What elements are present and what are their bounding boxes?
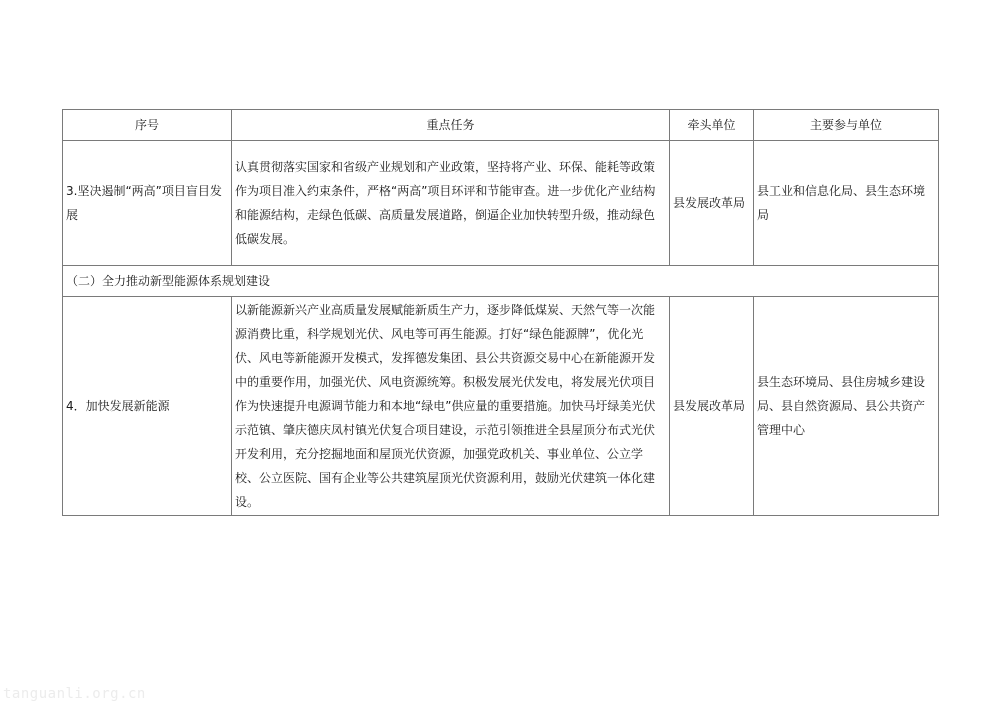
row-task: 以新能源新兴产业高质量发展赋能新质生产力，逐步降低煤炭、天然气等一次能源消费比重，科学规划光伏、风电等可再生能源。打好“绿色能源牌”，优化光伏、风电等新能源开发模式，发挥德发集团、县公共资源交易中心在新能源开发中的重要作用，加强光伏、风电资源统筹。积极发展光伏发电，将发展光伏项目作为快速提升电源调节能力和本地“绿电”供应量的重要措施。加快马圩绿美光伏示范镇、肇庆德庆凤村镇光伏复合项目建设，示范引领推进全县屋顶分布式光伏开发利用，充分挖掘地面和屋顶光伏资源，加强党政机关、事业单位、公立学校、公立医院、国有企业等公共建筑屋顶光伏资源利用，鼓励光伏建筑一体化建设。 [232, 297, 670, 516]
row-number: 3.坚决遏制“两高”项目盲目发展 [63, 141, 232, 266]
row-participants: 县工业和信息化局、县生态环境局 [754, 141, 939, 266]
header-lead-unit: 牵头单位 [670, 110, 754, 141]
watermark: tanguanli.org.cn [3, 686, 146, 702]
row-task: 认真贯彻落实国家和省级产业规划和产业政策，坚持将产业、环保、能耗等政策作为项目准入约束条件，严格“两高”项目环评和节能审查。进一步优化产业结构和能源结构，走绿色低碳、高质量发展道路，倒逼企业加快转型升级，推动绿色低碳发展。 [232, 141, 670, 266]
header-task: 重点任务 [232, 110, 670, 141]
table-header-row [63, 110, 939, 141]
row-lead-unit: 县发展改革局 [670, 141, 754, 266]
table-row [63, 141, 939, 266]
row-number: 4．加快发展新能源 [63, 297, 232, 516]
row-lead-unit: 县发展改革局 [670, 297, 754, 516]
row-participants: 县生态环境局、县住房城乡建设局、县自然资源局、县公共资产管理中心 [754, 297, 939, 516]
task-table [62, 109, 939, 516]
section-title: （二）全力推动新型能源体系规划建设 [63, 266, 939, 297]
header-number: 序号 [63, 110, 232, 141]
header-participants: 主要参与单位 [754, 110, 939, 141]
table-row [63, 297, 939, 516]
section-row [63, 266, 939, 297]
